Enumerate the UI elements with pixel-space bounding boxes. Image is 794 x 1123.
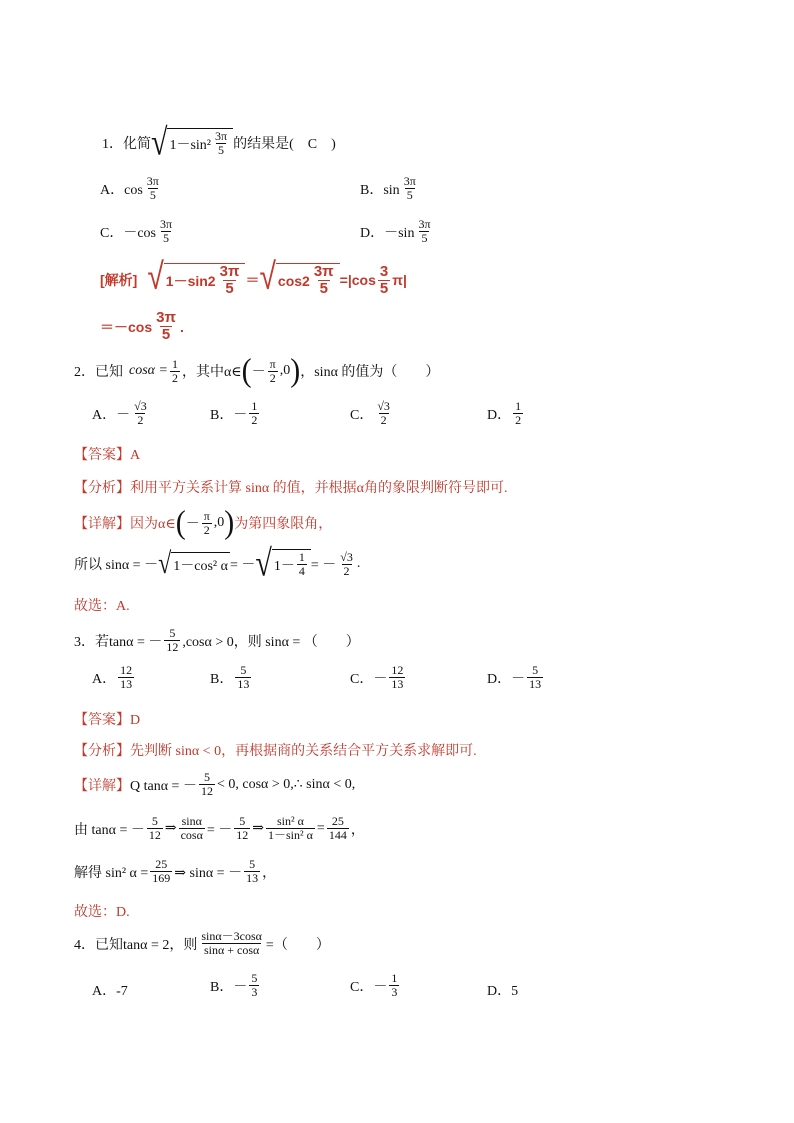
q2-guxuan: 故选：A. [74, 599, 130, 614]
q3-derivation: 由 tanα = － 5 12 ⇒ $\frac{\sin\alpha}{\cos\alpha}$ = － 5 12 ⇒ $\frac{\text{sin² α}}{\text{1－sin² α}}$ = $\frac{25}{144}$ ， [74, 814, 365, 842]
q4-option-d: D．5 [487, 984, 519, 999]
q4-option-c: C．－ 1 3 [350, 971, 398, 999]
q3-guxuan: 故选：D. [74, 905, 130, 920]
q4-option-a: A．-7 [92, 984, 128, 999]
q1-option-a: A．cos 3π 5 [100, 174, 159, 202]
q2-answer: 【答案】A [74, 448, 141, 463]
q2-fenxi: 【分析】 利用平方关系计算 sinα 的值，并根据α角的象限判断符号即可. [74, 481, 508, 496]
q2-option-b: B．－ 1 2 [210, 399, 258, 427]
q1-analysis-line2: ＝－cos 3π 5 . [100, 309, 184, 343]
q3-stem: 3．若 tanα = － 5 12 ,cosα > 0，则 sinα = （ ） [74, 626, 360, 654]
q3-option-b: B． 5 13 [210, 663, 250, 691]
q3-option-a: A． 12 13 [92, 663, 133, 691]
q3-option-d: D．－ 5 13 [487, 663, 542, 691]
q1-radical: √ 1－sin² 3π 5 [151, 128, 233, 158]
q3-option-c: C．－ 12 13 [350, 663, 404, 691]
q3-xiangjie: 【详解】 Q tanα = － 5 12 < 0, cosα > 0,∴ sinα < 0, [74, 770, 356, 798]
q1-analysis: [解析] √ 1－sin2 3π 5 ＝ √ cos2 3π 5 =|cos 3 5 π| [100, 256, 407, 298]
q1-analysis-tag: [解析] [100, 272, 138, 288]
q1-stem [102, 121, 336, 163]
q2-option-a: A．－ √3 2 [92, 399, 147, 427]
q1-option-b: B．sin 3π 5 [360, 174, 416, 202]
q4-option-b: B．－ 5 3 [210, 971, 258, 999]
q1-tail: 的结果是( C ) [233, 137, 336, 152]
q3-solution: 解得 sin² α = $\frac{25}{169}$ ⇒ sinα = － 5 13 ， [74, 857, 277, 885]
q4-stem: 4．已知 tanα = 2，则 $\frac{\sin\alpha-3\cos\alpha}{\sin\alpha + \cos\alpha}$ =（ ） [74, 929, 330, 957]
q2-option-d: D． 1 2 [487, 399, 522, 427]
q1-option-c: C．－cos 3π 5 [100, 217, 173, 245]
q2-derivation: 所以 sinα = － √ 1－cos² α = － √ 1－ 1 4 = － √3 2 . [74, 542, 361, 584]
q2-stem: 2．已知 cosα = $\frac{1}{2}$ ，其中α∈ ( － π 2 ,0 ) ，sinα 的值为（ ） [74, 352, 440, 389]
q3-fenxi: 【分析】 先判断 sinα < 0，再根据商的关系结合平方关系求解即可. [74, 744, 477, 759]
q1-number: 1．化简 [102, 137, 151, 152]
q2-option-c: C． √3 2 [350, 399, 390, 427]
q1-option-d: D．－sin 3π 5 [360, 217, 431, 245]
q2-xiangjie: 【详解】 因为α∈ ( － π 2 ,0 ) 为第四象限角， [74, 504, 333, 541]
q3-answer: 【答案】D [74, 713, 141, 728]
